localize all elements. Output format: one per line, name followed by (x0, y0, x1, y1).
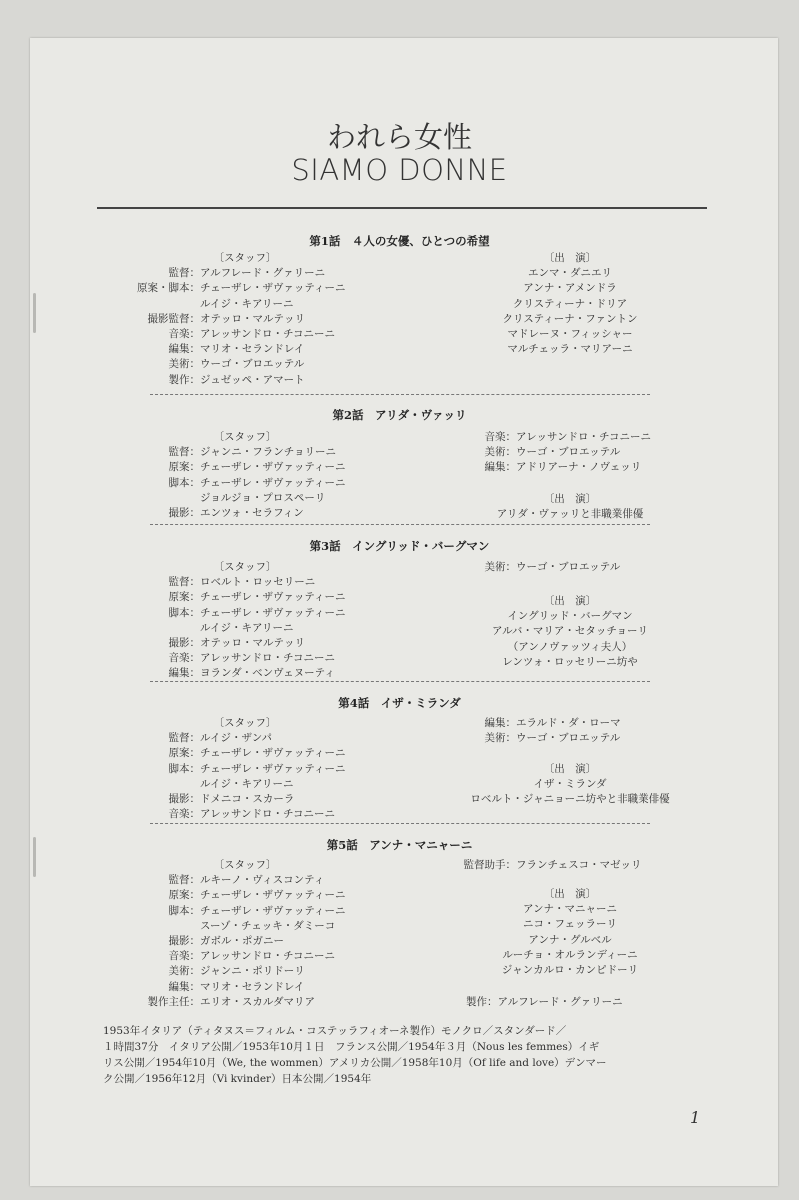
staff-role: 美術： (168, 965, 200, 978)
staff-name: ルイジ・キアリーニ (200, 621, 294, 634)
staff-name: ジャンニ・フランチョリーニ (200, 446, 336, 459)
staff-role: 監督： (168, 446, 200, 459)
release-line: リス公開／1954年10月（We, the wommen）アメリカ公開／1958年10月（Of life and love）デンマー (103, 1057, 607, 1069)
staff-role: 美術： (484, 446, 516, 459)
staff-name: オテッロ・マルテッリ (200, 637, 305, 649)
cast-name: マルチェッラ・マリアーニ (507, 343, 633, 356)
staff-header: 〔スタッフ〕 (213, 859, 277, 871)
staff-name: チェーザレ・ザヴァッティーニ (200, 762, 346, 775)
staff-role: 脚本： (168, 606, 200, 619)
staff-name: ルイジ・キアリーニ (200, 777, 294, 790)
staff-name: エラルド・ダ・ローマ (516, 717, 621, 729)
release-line: 1953年イタリア（ティタヌス＝フィルム・コステッラフィオーネ製作）モノクロ／スタンダード／ (103, 1025, 567, 1037)
staff-name: チェーザレ・ザヴァッティーニ (200, 904, 346, 917)
cast-header: 〔出 演〕 (543, 252, 597, 264)
staff-name: チェーザレ・ザヴァッティーニ (200, 606, 346, 619)
staff-name: ルイジ・キアリーニ (200, 297, 294, 310)
staff-name: スーゾ・チェッキ・ダミーコ (200, 919, 336, 932)
cast-header: 〔出 演〕 (543, 763, 597, 775)
staff-header: 〔スタッフ〕 (213, 431, 277, 443)
staff-name: アドリアーナ・ノヴェッリ (516, 461, 642, 474)
staff-role: 脚本： (168, 904, 200, 917)
cast-name: アルバ・マリア・セタッチョーリ (491, 625, 649, 638)
staff-role: 原案： (168, 461, 200, 474)
cast-name: マドレーヌ・フィッシャー (507, 328, 633, 340)
staff-role: 原案： (168, 747, 200, 760)
staff-name: ロベルト・ロッセリーニ (200, 576, 316, 589)
staff-name: ジュゼッペ・アマート (200, 373, 305, 386)
episode-title: 第2話 アリダ・ヴァッリ (332, 408, 467, 422)
staff-name: ウーゴ・ブロエッテル (516, 561, 621, 573)
cast-name: アンナ・グルベル (528, 933, 612, 946)
staff-role: 撮影： (168, 507, 200, 519)
staff-role: 監督： (168, 874, 200, 887)
staff-role: 製作： (168, 373, 200, 386)
staff-name: アレッサンドロ・チコニーニ (516, 431, 652, 443)
cast-name: ニコ・フェッラーリ (523, 918, 617, 931)
release-line: １時間37分 イタリア公開／1953年10月１日 フランス公開／1954年３月（Nous les femmes）イギ (103, 1041, 600, 1053)
episode-title: 第1話 ４人の女優、ひとつの希望 (309, 234, 490, 248)
staff-role: 音楽： (168, 808, 200, 821)
staff-role: 音楽： (168, 328, 200, 340)
staff-name: ウーゴ・ブロエッテル (200, 358, 305, 371)
cast-name: エンマ・ダニエリ (528, 267, 612, 280)
staff-role: 音楽： (168, 950, 200, 963)
staff-role: 脚本： (168, 762, 200, 775)
release-info (103, 1023, 703, 1087)
episode-divider (150, 681, 650, 682)
page-number: 1 (690, 1108, 701, 1127)
staff-name: マリオ・セランドレイ (200, 980, 305, 993)
staff-name: チェーザレ・ザヴァッティーニ (200, 889, 346, 902)
staff-name: ルイジ・ザンパ (200, 732, 273, 745)
release-line: ク公開／1956年12月（Vi kvinder）日本公開／1954年 (103, 1073, 372, 1085)
staff-role: 編集： (484, 717, 516, 729)
staff-name: ドメニコ・スカーラ (200, 793, 295, 805)
episode-divider (150, 394, 650, 395)
cast-name: アンナ・アメンドラ (523, 282, 617, 295)
cast-name: アリダ・ヴァッリと非職業俳優 (496, 508, 644, 521)
staff-role: 美術： (168, 358, 200, 371)
staff-name: チェーザレ・ザヴァッティーニ (200, 461, 346, 474)
staff-role: 監督： (168, 267, 200, 280)
staff-role: 撮影監督： (147, 312, 200, 325)
staff-name: チェーザレ・ザヴァッティーニ (200, 591, 346, 604)
staff-name: チェーザレ・ザヴァッティーニ (200, 282, 346, 295)
staff-role: 音楽： (484, 431, 516, 443)
staff-name: マリオ・セランドレイ (200, 343, 305, 356)
staff-name: アレッサンドロ・チコニーニ (200, 652, 336, 665)
staff-role: 監督助手： (463, 859, 516, 871)
staff-name: ガボル・ポガニー (200, 935, 284, 947)
staff-name: ジャンニ・ポリドーリ (200, 965, 305, 978)
title-rule (97, 207, 707, 209)
episode-title: 第5話 アンナ・マニャーニ (326, 838, 473, 852)
cast-name: ジャンカルロ・カンピドーリ (501, 964, 639, 976)
staff-name: アレッサンドロ・チコニーニ (200, 950, 336, 963)
staff-role: 製作主任： (147, 995, 200, 1008)
staff-role: 音楽： (168, 652, 200, 665)
staff-name: エリオ・スカルダマリア (200, 995, 315, 1008)
staple-top (33, 293, 36, 333)
cast-name: クリスティーナ・ファントン (502, 312, 638, 325)
staff-name: アレッサンドロ・チコニーニ (200, 808, 336, 821)
cast-name: アンナ・マニャーニ (522, 903, 618, 916)
staff-name: アルフレード・グァリーニ (200, 267, 326, 280)
staff-role: 編集： (484, 461, 516, 474)
cast-name: ロベルト・ジャニョーニ坊やと非職業俳優 (470, 793, 670, 806)
cast-name: レンツォ・ロッセリーニ坊や (502, 655, 638, 668)
staff-header: 〔スタッフ〕 (213, 252, 277, 264)
cast-name: クリスティーナ・ドリア (512, 297, 628, 310)
staff-header: 〔スタッフ〕 (213, 561, 277, 573)
episode-title: 第3話 イングリッド・バーグマン (309, 539, 490, 553)
cast-name: イングリッド・バーグマン (507, 610, 633, 623)
cast-header: 〔出 演〕 (543, 888, 597, 900)
title-english: SIAMO DONNE (291, 153, 508, 187)
staff-name: ルキーノ・ヴィスコンティ (200, 874, 325, 887)
staff-role: 美術： (484, 732, 516, 745)
cast-header: 〔出 演〕 (543, 493, 597, 505)
staff-role: 美術： (484, 561, 516, 573)
staff-name: エンツォ・セラフィン (200, 507, 304, 519)
title-japanese: われら女性 (326, 120, 472, 154)
staff-role: 編集： (168, 980, 200, 993)
cast-name: ルーチョ・オルランディーニ (502, 948, 638, 961)
staff-role: 原案： (168, 591, 200, 604)
staff-name: フランチェスコ・マゼッリ (516, 859, 642, 871)
staff-role: 脚本： (168, 476, 200, 489)
staff-role: 監督： (168, 732, 200, 745)
staff-role: 撮影： (168, 935, 200, 947)
staff-role: 撮影： (168, 637, 200, 649)
staff-role: 原案： (168, 889, 200, 902)
staff-name: アレッサンドロ・チコニーニ (200, 328, 336, 340)
staff-name: チェーザレ・ザヴァッティーニ (200, 747, 346, 760)
staff-role: 監督： (168, 576, 200, 589)
cast-name: （アンノヴァッツィ夫人） (507, 640, 633, 653)
staff-name: ウーゴ・ブロエッテル (516, 732, 621, 745)
staff-name: ウーゴ・ブロエッテル (516, 446, 621, 459)
cast-name: イザ・ミランダ (533, 778, 607, 791)
episode-title: 第4話 イザ・ミランダ (338, 696, 461, 710)
staff-role: 撮影： (168, 793, 200, 805)
staff-name: オテッロ・マルテッリ (200, 312, 305, 325)
producer-credit: 製作：アルフレード・グァリーニ (466, 995, 623, 1008)
staff-role: 編集： (168, 343, 200, 356)
staff-name: ヨランダ・ベンヴェヌーティ (200, 667, 335, 680)
staff-name: チェーザレ・ザヴァッティーニ (200, 476, 346, 489)
staff-name: ジョルジョ・プロスペーリ (200, 491, 326, 504)
cast-header: 〔出 演〕 (543, 595, 597, 607)
staff-role: 編集： (168, 667, 200, 680)
episode-divider (150, 524, 650, 525)
staff-role: 原案・脚本： (137, 282, 200, 295)
episode-divider (150, 823, 650, 824)
staff-header: 〔スタッフ〕 (213, 717, 277, 729)
